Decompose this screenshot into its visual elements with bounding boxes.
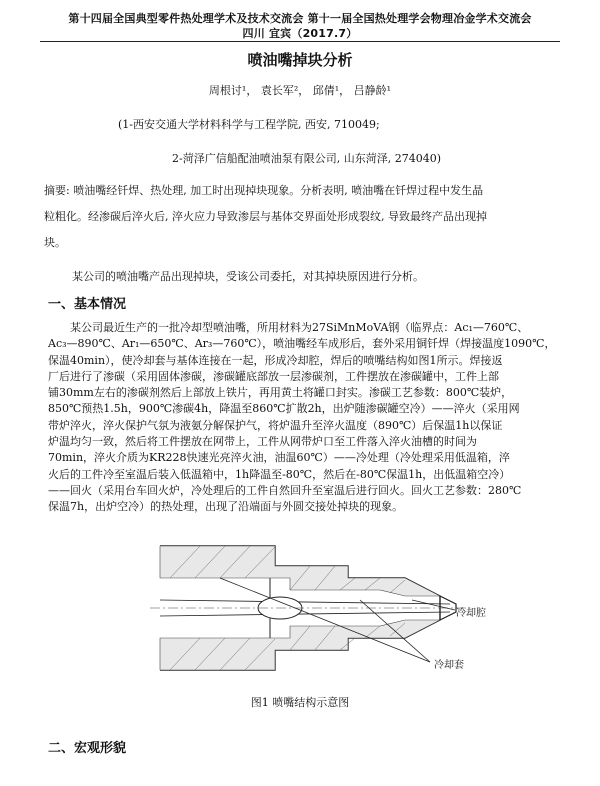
header-divider — [40, 41, 560, 42]
label-cooling-sleeve: 冷却套 — [434, 660, 464, 671]
paragraph-line: 850℃预热1.5h，900℃渗碳4h，降温至860℃扩散2h，出炉随渗碳罐空冷）——淬火（采用网 — [48, 402, 520, 416]
section-heading-macro-morphology: 二、宏观形貌 — [48, 741, 127, 756]
abstract — [44, 178, 566, 256]
label-cooling-cavity: 冷却腔 — [456, 608, 486, 619]
paper-title: 喷油嘴掉块分析 — [247, 51, 353, 69]
inner-bore-line — [160, 612, 450, 616]
paragraph-line: 70min，淬火介质为KR228快速光亮淬火油，油温60℃）——冷处理（冷处理采用低温箱，淬 — [48, 451, 510, 465]
conference-header-line2: 四川 宜宾（2017.7） — [242, 27, 358, 40]
intro-paragraph: 某公司的喷油嘴产品出现掉块，受该公司委托，对其掉块原因进行分析。 — [72, 270, 424, 283]
affiliation-2: 2-菏泽广信船配油喷油泵有限公司, 山东菏泽, 274040) — [172, 152, 441, 165]
cavity-leader — [412, 600, 455, 610]
paragraph-line: 保温40min），使冷却套与基体连接在一起，形成冷却腔，焊后的喷嘴结构如图1所示。焊接返 — [48, 353, 503, 367]
nozzle-structure-figure — [150, 538, 510, 678]
section-heading-basic-info: 一、基本情况 — [48, 297, 127, 312]
upper-wall-section — [160, 546, 440, 596]
figure-caption: 图1 喷嘴结构示意图 — [250, 696, 350, 709]
conference-header-line1: 第十四届全国典型零件热处理学术及技术交流会 第十一届全国热处理学会物理冶金学术交流会 — [68, 12, 532, 25]
paragraph-line: 炉温均匀一致，然后将工件摆放在网带上，工件从网带炉口至工件落入淬火油槽的时间为 — [48, 435, 477, 449]
paragraph-line: 厂后进行了渗碳（采用固体渗碳，渗碳罐底部放一层渗碳剂，工件摆放在渗碳罐中，工件上部 — [48, 369, 499, 383]
paragraph-line: 带炉淬火，淬火保护气氛为液氨分解保护气，将炉温升至淬火温度（890℃）后保温1h以保证 — [48, 418, 503, 432]
paragraph-line: Ac₃—890℃、Ar₁—650℃、Ar₃—760℃），喷油嘴经车成形后，套外采用铜钎焊（焊接温度1090℃， — [48, 337, 556, 351]
paragraph-line: 铺30mm左右的渗碳剂然后上部放上铁片，再用黄土将罐口封实。渗碳工艺参数：800℃装炉， — [48, 386, 513, 400]
abstract-line: 摘要: 喷油嘴经钎焊、热处理, 加工时出现掉块现象。分析表明, 喷油嘴在钎焊过程中发生晶 — [44, 184, 484, 197]
paragraph-line: ——回火（采用台车回火炉，冷处理后的工件自然回升至室温后进行回火。回火工艺参数：280℃ — [48, 483, 522, 497]
affiliation-1: (1-西安交通大学材料科学与工程学院, 西安, 710049; — [118, 118, 380, 131]
inner-bore-line — [160, 600, 450, 604]
section1-paragraph — [48, 320, 568, 516]
paragraph-line: 保温7h，出炉空冷）的热处理，出现了沿端面与外圆交接处掉块的现象。 — [48, 500, 404, 514]
abstract-line: 粒粗化。经渗碳后淬火后, 淬火应力导致渗层与基体交界面处形成裂纹, 导致最终产品出现掉 — [44, 210, 487, 223]
abstract-line: 块。 — [44, 236, 66, 249]
author-list: 周根讨¹， 袁长军²， 邱倩¹， 吕静龄¹ — [208, 84, 392, 97]
paragraph-line: 火后的工件冷至室温后装入低温箱中，1h降温至-80℃，然后在-80℃保温1h，出低温箱空冷） — [48, 467, 511, 481]
paragraph-line: 某公司最近生产的一批冷却型喷油嘴，所用材料为27SiMnMoVA钢（临界点：Ac₁—760℃、 — [70, 321, 529, 334]
